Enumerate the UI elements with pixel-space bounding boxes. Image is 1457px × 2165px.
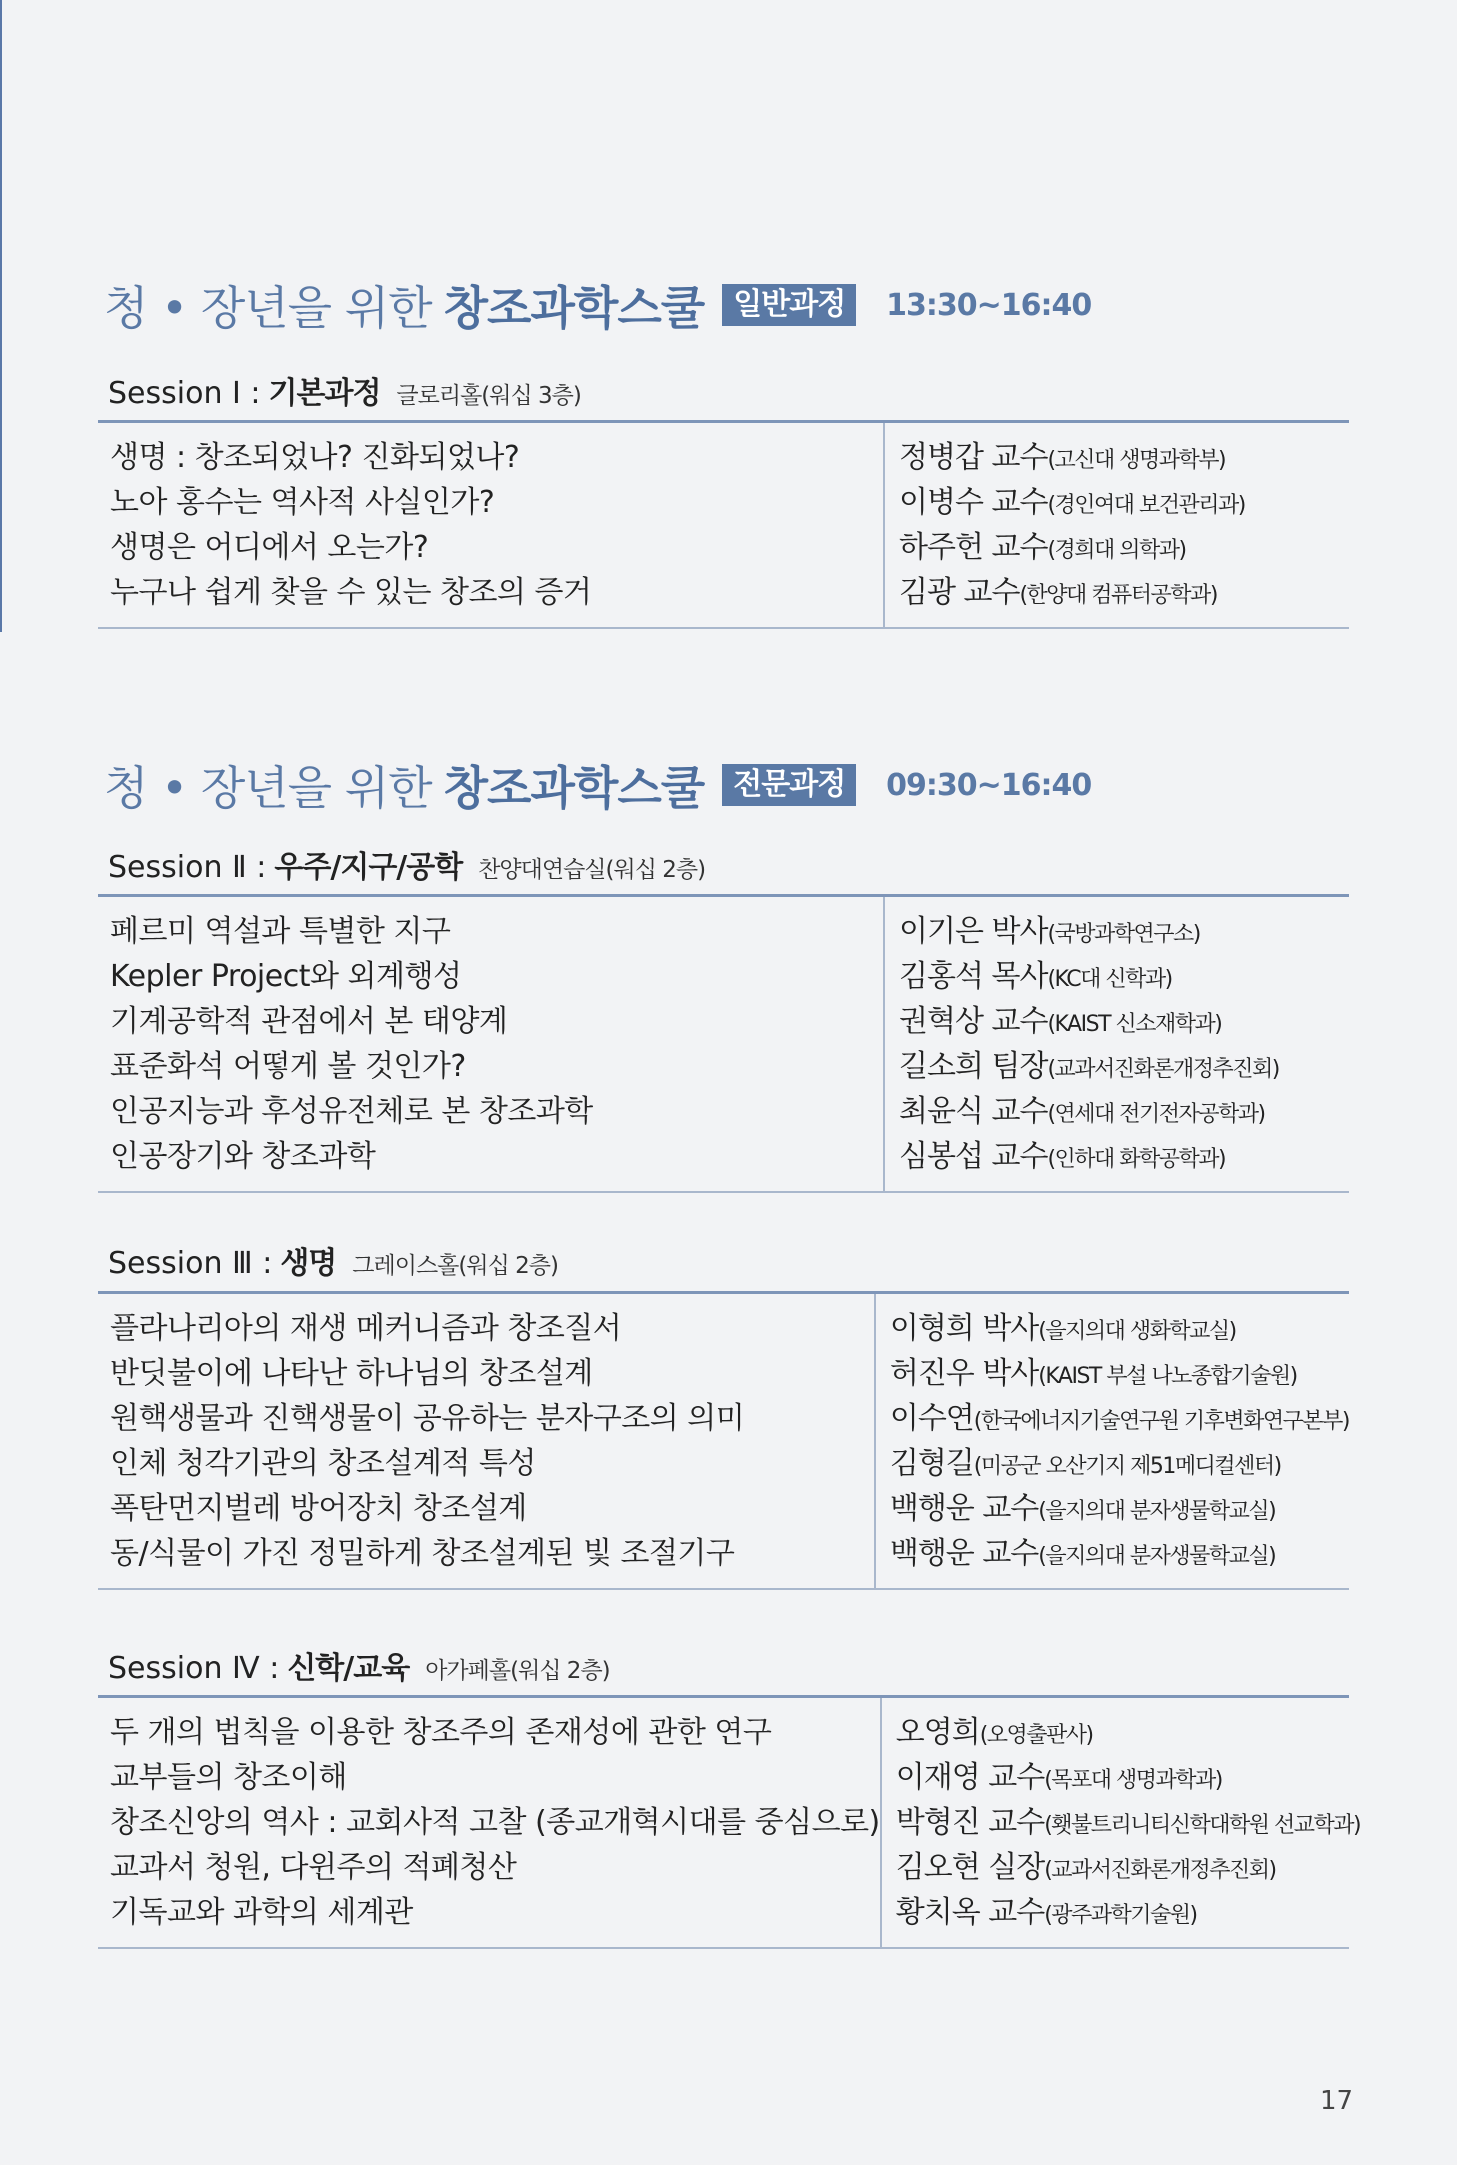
- speaker-item: [890, 1486, 1349, 1531]
- speaker-name: 백행운 교수: [889, 1491, 1039, 1526]
- program-title-prefix: 청 • 장년을 위한: [104, 761, 432, 815]
- course-badge: 일반과정: [722, 284, 856, 326]
- session-room: 글로리홀(워십 3층): [396, 383, 581, 409]
- speaker-affiliation: (목포대 생명과학과): [1044, 1768, 1222, 1793]
- topic-item: 기독교와 과학의 세계관: [110, 1895, 413, 1930]
- speaker-affiliation: (교과서진화론개정추진회): [1047, 1057, 1279, 1082]
- speaker-item: [896, 1800, 1360, 1845]
- topic-item: 교부들의 창조이해: [110, 1760, 347, 1795]
- speaker-name: 오영희: [895, 1715, 980, 1750]
- topic-item: 표준화석 어떻게 볼 것인가?: [110, 1049, 466, 1084]
- speaker-name: 박형진 교수: [895, 1805, 1045, 1840]
- speaker-affiliation: (오영출판사): [979, 1723, 1093, 1748]
- speaker-name: 이병수 교수: [899, 485, 1048, 520]
- topic-item: Kepler Project와 외계행성: [110, 959, 462, 994]
- speaker-affiliation: (경희대 의학과): [1047, 538, 1186, 563]
- topic-item: 누구나 쉽게 찾을 수 있는 창조의 증거: [110, 575, 592, 610]
- speaker-affiliation: (국방과학연구소): [1047, 922, 1200, 947]
- speaker-item: [899, 525, 1349, 570]
- speaker-name: 길소희 팀장: [899, 1049, 1048, 1084]
- speaker-affiliation: (고신대 생명과학부): [1047, 448, 1226, 473]
- speaker-name: 권혁상 교수: [899, 1004, 1048, 1039]
- session-title: 우주/지구/공학: [274, 850, 463, 885]
- program-title-prefix: 청 • 장년을 위한: [104, 281, 432, 335]
- speaker-affiliation: (인하대 화학공학과): [1047, 1147, 1226, 1172]
- session-label: Session Ⅰ :: [108, 376, 261, 411]
- left-edge-rule: [0, 0, 2, 632]
- session-label: Session Ⅱ :: [108, 850, 267, 885]
- session-header-4: [108, 1643, 610, 1687]
- speaker-affiliation: (을지의대 분자생물학교실): [1038, 1544, 1276, 1569]
- speaker-item: [899, 1089, 1349, 1134]
- speaker-item: [896, 1845, 1360, 1890]
- speaker-name: 이재영 교수: [895, 1760, 1045, 1795]
- speaker-column: [882, 1698, 1360, 1947]
- topic-item: 원핵생물과 진핵생물이 공유하는 분자구조의 의미: [110, 1401, 745, 1436]
- speaker-item: [899, 435, 1349, 480]
- topic-item: 폭탄먼지벌레 방어장치 창조설계: [110, 1491, 527, 1526]
- program-title-advanced: [104, 755, 1091, 815]
- speaker-name: 심봉섭 교수: [899, 1139, 1048, 1174]
- speaker-affiliation: (을지의대 생화학교실): [1038, 1319, 1236, 1344]
- session-header-3: [108, 1238, 558, 1282]
- topic-item: 플라나리아의 재생 메커니즘과 창조질서: [110, 1311, 622, 1346]
- speaker-affiliation: (KC대 신학과): [1047, 967, 1172, 992]
- speaker-item: [896, 1755, 1360, 1800]
- topic-item: 동/식물이 가진 정밀하게 창조설계된 빛 조절기구: [110, 1536, 735, 1571]
- topic-column: [98, 423, 885, 627]
- speaker-name: 정병갑 교수: [899, 440, 1048, 475]
- speaker-name: 이기은 박사: [899, 914, 1048, 949]
- session-room: 그레이스홀(워십 2층): [352, 1253, 558, 1279]
- speaker-item: [899, 480, 1349, 525]
- session-label: Session Ⅳ :: [108, 1651, 280, 1686]
- speaker-item: [899, 1044, 1349, 1089]
- speaker-name: 하주헌 교수: [899, 530, 1048, 565]
- session-room: 아가페홀(워십 2층): [425, 1658, 610, 1684]
- speaker-affiliation: (연세대 전기전자공학과): [1047, 1102, 1265, 1127]
- speaker-item: [890, 1351, 1349, 1396]
- speaker-affiliation: (한양대 컴퓨터공학과): [1019, 583, 1217, 608]
- session-header-2: [108, 842, 705, 886]
- speaker-affiliation: (교과서진화론개정추진회): [1044, 1858, 1276, 1883]
- speaker-affiliation: (KAIST 신소재학과): [1047, 1012, 1222, 1037]
- session-title: 신학/교육: [287, 1651, 410, 1686]
- speaker-item: [890, 1396, 1349, 1441]
- program-title-name: 창조과학스쿨: [443, 281, 705, 335]
- topic-column: [98, 897, 885, 1191]
- speaker-name: 최윤식 교수: [899, 1094, 1048, 1129]
- program-time: 13:30~16:40: [886, 287, 1092, 323]
- speaker-item: [899, 954, 1349, 999]
- speaker-item: [899, 999, 1349, 1044]
- speaker-item: [899, 570, 1349, 615]
- speaker-name: 김광 교수: [899, 575, 1020, 610]
- speaker-column: [885, 897, 1349, 1191]
- session-table-4: [98, 1695, 1361, 1949]
- program-time: 09:30~16:40: [886, 767, 1092, 803]
- session-title: 기본과정: [268, 376, 381, 411]
- speaker-affiliation: (광주과학기술원): [1044, 1903, 1197, 1928]
- speaker-item: [899, 909, 1349, 954]
- topic-column: [98, 1294, 876, 1588]
- speaker-affiliation: (을지의대 분자생물학교실): [1038, 1499, 1276, 1524]
- session-label: Session Ⅲ :: [108, 1246, 273, 1281]
- speaker-affiliation: (경인여대 보건관리과): [1047, 493, 1245, 518]
- topic-item: 반딧불이에 나타난 하나님의 창조설계: [110, 1356, 593, 1391]
- speaker-item: [890, 1531, 1349, 1576]
- speaker-name: 이형희 박사: [889, 1311, 1039, 1346]
- topic-column: [98, 1698, 882, 1947]
- speaker-column: [876, 1294, 1349, 1588]
- program-title-general: [104, 275, 1091, 335]
- program-title-name: 창조과학스쿨: [443, 761, 705, 815]
- topic-item: 생명 : 창조되었나? 진화되었나?: [110, 440, 520, 475]
- speaker-name: 김오현 실장: [895, 1850, 1045, 1885]
- topic-item: 인공지능과 후성유전체로 본 창조과학: [110, 1094, 593, 1129]
- speaker-name: 백행운 교수: [889, 1536, 1039, 1571]
- topic-item: 창조신앙의 역사 : 교회사적 고찰 (종교개혁시대를 중심으로): [110, 1805, 880, 1840]
- topic-item: 교과서 청원, 다윈주의 적폐청산: [110, 1850, 517, 1885]
- speaker-name: 이수연: [889, 1401, 974, 1436]
- topic-item: 노아 홍수는 역사적 사실인가?: [110, 485, 495, 520]
- topic-item: 두 개의 법칙을 이용한 창조주의 존재성에 관한 연구: [110, 1715, 772, 1750]
- speaker-item: [896, 1890, 1360, 1935]
- session-table-1: [98, 420, 1349, 629]
- session-title: 생명: [280, 1246, 337, 1281]
- topic-item: 생명은 어디에서 오는가?: [110, 530, 429, 565]
- session-table-2: [98, 894, 1349, 1193]
- speaker-item: [890, 1306, 1349, 1351]
- session-header-1: [108, 368, 581, 412]
- speaker-name: 허진우 박사: [889, 1356, 1039, 1391]
- speaker-affiliation: (횃불트리니티신학대학원 선교학과): [1044, 1813, 1361, 1838]
- speaker-item: [896, 1710, 1360, 1755]
- topic-item: 페르미 역설과 특별한 지구: [110, 914, 451, 949]
- speaker-affiliation: (한국에너지기술연구원 기후변화연구본부): [973, 1409, 1349, 1434]
- speaker-name: 김형길: [889, 1446, 974, 1481]
- course-badge: 전문과정: [722, 764, 856, 806]
- session-table-3: [98, 1291, 1349, 1590]
- speaker-column: [885, 423, 1349, 627]
- speaker-affiliation: (미공군 오산기지 제51메디컬센터): [973, 1454, 1281, 1479]
- page-number: 17: [1320, 2086, 1354, 2116]
- speaker-name: 황치옥 교수: [895, 1895, 1045, 1930]
- session-room: 찬양대연습실(워십 2층): [478, 857, 706, 883]
- speaker-item: [899, 1134, 1349, 1179]
- topic-item: 인공장기와 창조과학: [110, 1139, 376, 1174]
- speaker-affiliation: (KAIST 부설 나노종합기술원): [1038, 1364, 1297, 1389]
- topic-item: 인체 청각기관의 창조설계적 특성: [110, 1446, 536, 1481]
- speaker-name: 김홍석 목사: [899, 959, 1048, 994]
- speaker-item: [890, 1441, 1349, 1486]
- topic-item: 기계공학적 관점에서 본 태양계: [110, 1004, 508, 1039]
